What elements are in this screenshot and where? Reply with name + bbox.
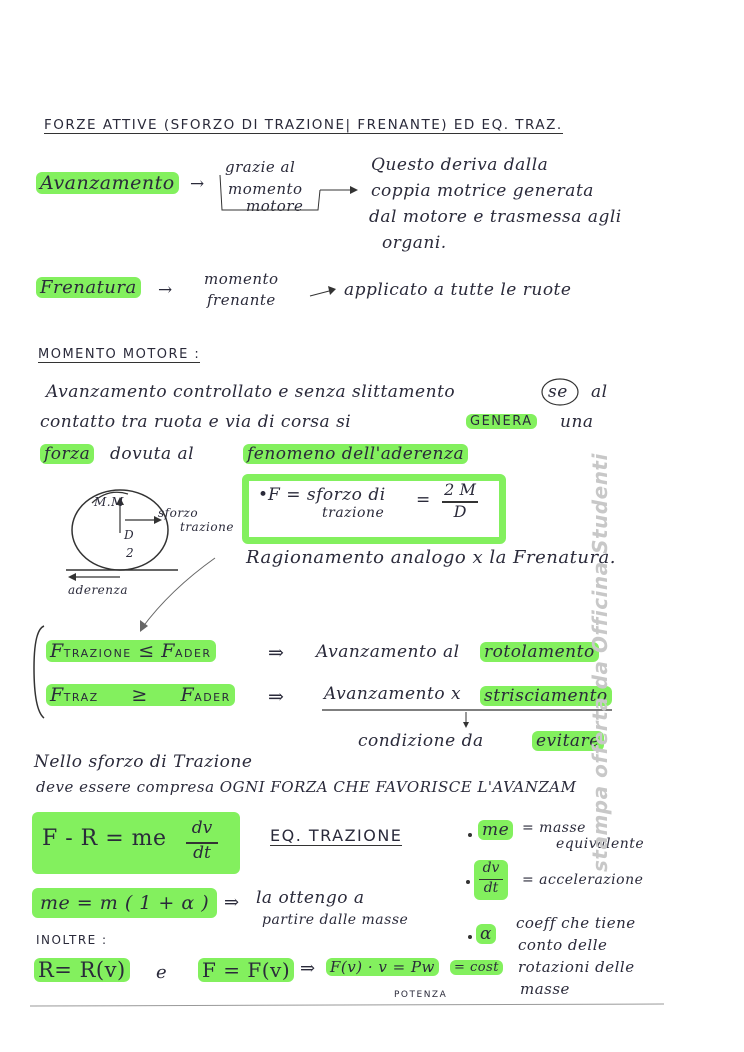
eq-traz-lhs: F - R = me <box>42 826 167 851</box>
formula-lhs: trazione <box>322 505 385 521</box>
power-formula: F(v) · v = Pw <box>326 958 439 976</box>
alpha-symbol: α <box>476 924 496 944</box>
diagram-label: aderenza <box>68 583 128 597</box>
page-heading: FORZE ATTIVE (SFORZO DI TRAZIONE| FRENANTE) ED EQ. TRAZ. <box>44 117 563 133</box>
diagram-label: trazione <box>180 520 234 534</box>
formula-lhs: F = sforzo di <box>268 485 386 505</box>
frenatura-middle: frenante <box>207 291 276 309</box>
cond-arrow: ⇒ <box>268 686 285 708</box>
cond-highlight: strisciamento <box>480 686 612 706</box>
me-text: la ottengo a <box>256 888 365 908</box>
eq-traz-title: EQ. TRAZIONE <box>270 826 403 845</box>
sforzo-text: deve essere compresa OGNI FORZA CHE FAVORISCE L'AVANZAM <box>36 778 577 796</box>
sforzo-text: Nello sforzo di Trazione <box>34 752 253 772</box>
section-title: MOMENTO MOTORE : <box>38 347 201 362</box>
acc-num: dv <box>482 860 500 876</box>
avanzamento-middle: grazie al <box>225 158 296 176</box>
avanzamento-middle: momento <box>228 180 303 198</box>
avanzamento-result: Questo deriva dalla <box>371 155 549 175</box>
me-symbol: me <box>478 820 513 840</box>
avanzamento-middle: motore <box>246 197 304 215</box>
avanzamento-result: coppia motrice generata <box>371 181 594 201</box>
cond-text: Avanzamento al <box>316 642 460 662</box>
formula-bullet: • <box>258 485 269 505</box>
acc-den: dt <box>483 880 499 896</box>
me-arrow: ⇒ <box>224 892 240 913</box>
ragionamento-text: Ragionamento analogo x la Frenatura. <box>246 547 617 568</box>
eq-traz-num: dv <box>191 818 213 838</box>
momento-text: se <box>548 382 568 402</box>
momento-highlight: fenomeno dell'aderenza <box>243 444 468 464</box>
inoltre-label: INOLTRE : <box>36 933 108 947</box>
r-formula: R= R(v) <box>34 958 130 982</box>
cond-text: condizione da <box>358 731 484 751</box>
me-def: = masse <box>522 820 586 836</box>
alpha-def: masse <box>520 980 570 998</box>
eq-traz-den: dt <box>193 843 211 863</box>
frenatura-middle: momento <box>204 270 279 288</box>
avanzamento-label: Avanzamento <box>36 172 179 194</box>
bullet <box>468 833 472 837</box>
alpha-def: coeff che tiene <box>516 914 636 932</box>
me-formula: me = m ( 1 + α ) <box>32 888 217 918</box>
bottom-arrow: ⇒ <box>300 958 316 979</box>
avanzamento-result: organi. <box>382 233 447 253</box>
momento-text: al <box>591 382 608 402</box>
avanzamento-result: dal motore e trasmessa agli <box>369 207 622 227</box>
formula-eq: = <box>416 490 431 510</box>
diagram-label: sforzo <box>158 506 199 520</box>
momento-text: una <box>560 412 594 432</box>
formula-den: D <box>453 502 467 521</box>
diagram-label: 2 <box>126 546 135 560</box>
acc-def: = accelerazione <box>522 872 644 888</box>
cond-text: Avanzamento x <box>324 684 462 704</box>
watermark: stampa offerta da Officina Studenti <box>588 453 612 872</box>
power-cost: = cost <box>450 960 503 975</box>
momento-highlight: forza <box>40 444 94 464</box>
cond-arrow: ⇒ <box>268 642 285 664</box>
me-text: partire dalle masse <box>262 912 409 928</box>
momento-text: contatto tra ruota e via di corsa si <box>40 412 352 432</box>
me-def: equivalente <box>556 836 645 852</box>
cond-row1: FTRAZIONE ≤ FADER <box>46 640 216 662</box>
cond-highlight: evitare <box>532 731 604 751</box>
diagram-label: M.M <box>94 495 124 509</box>
frenatura-result: applicato a tutte le ruote <box>344 280 572 300</box>
bullet <box>466 880 470 884</box>
momento-text: dovuta al <box>110 444 195 464</box>
momento-text: Avanzamento controllato e senza slittamento <box>46 382 456 402</box>
momento-highlight: GENERA <box>466 414 537 429</box>
alpha-def: rotazioni delle <box>518 958 635 976</box>
and-text: e <box>156 962 168 983</box>
formula-num: 2 M <box>444 480 476 499</box>
frenatura-label: Frenatura <box>36 277 141 298</box>
arrow: → <box>190 174 205 194</box>
f-formula: F = F(v) <box>198 958 294 982</box>
bullet <box>468 935 472 939</box>
potenza-label: POTENZA <box>394 990 448 1000</box>
diagram-label: D <box>124 528 135 542</box>
cond-row2: FTRAZ ≥ FADER <box>46 684 235 706</box>
arrow: → <box>158 280 173 300</box>
alpha-def: conto delle <box>518 936 608 954</box>
cond-highlight: rotolamento <box>480 642 599 662</box>
